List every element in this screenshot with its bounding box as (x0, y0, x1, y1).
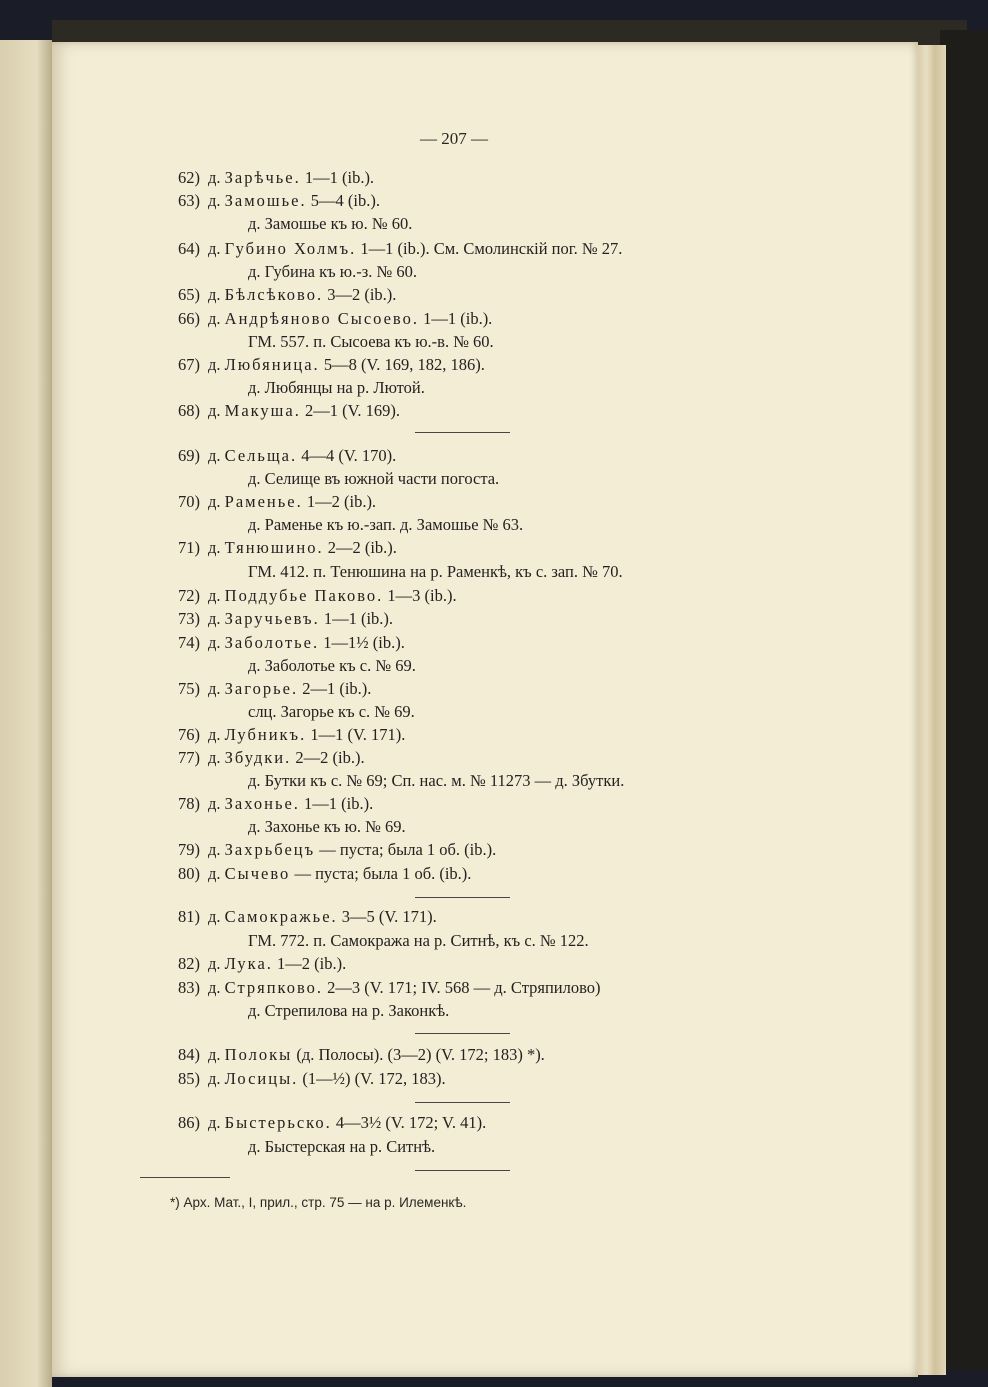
entry-number: 64) (178, 239, 200, 258)
entry-details: 4—4 (V. 170). (297, 446, 397, 465)
entry-row (150, 446, 396, 466)
entry-details: 1—3 (ib.). (383, 586, 457, 605)
entry-number: 80) (178, 864, 200, 883)
entry-row (150, 794, 373, 814)
entry-details: 2—1 (ib.). (298, 679, 372, 698)
entry-note (248, 378, 425, 398)
note-text: ГМ. 412. п. Тенюшина на р. Раменкѣ, къ с. зап. № 70. (248, 562, 623, 581)
section-divider (415, 432, 510, 433)
section-divider (415, 897, 510, 898)
village-name: Губино Холмъ. (224, 239, 357, 258)
entry-prefix: д. (208, 285, 221, 304)
village-name: Раменье. (224, 492, 303, 511)
village-name: Заболотье. (224, 633, 320, 652)
entry-number: 82) (178, 954, 200, 973)
entry-row (150, 309, 492, 329)
village-name: Макуша. (224, 401, 301, 420)
footnote-divider (140, 1177, 230, 1178)
entry-details: 3—2 (ib.). (323, 285, 397, 304)
note-text: д. Любянцы на р. Лютой. (248, 378, 425, 397)
entry-prefix: д. (208, 978, 221, 997)
entry-details: 1—2 (ib.). (272, 954, 347, 973)
entry-number: 73) (178, 609, 200, 628)
note-text: д. Губина къ ю.-з. № 60. (248, 262, 417, 281)
entry-details: 2—2 (ib.). (291, 748, 365, 767)
entry-number: 66) (178, 309, 200, 328)
entry-prefix: д. (208, 492, 221, 511)
entry-prefix: д. (208, 679, 221, 698)
entry-note (248, 702, 415, 722)
note-text: д. Замошье къ ю. № 60. (248, 214, 413, 233)
entry-row (150, 748, 365, 768)
entry-details: 1—1 (V. 171). (306, 725, 406, 744)
entry-number: 72) (178, 586, 200, 605)
entry-prefix: д. (208, 168, 221, 187)
entry-details: 1—1 (ib.). (299, 794, 374, 813)
section-divider (415, 1170, 510, 1171)
page-stack-edge (918, 45, 946, 1375)
village-name: Лубникъ. (224, 725, 307, 744)
entry-details: 1—1 (ib.). (319, 609, 394, 628)
entry-number: 74) (178, 633, 200, 652)
note-text: д. Быстерская на р. Ситнѣ. (248, 1137, 436, 1156)
village-name: Стряпково. (224, 978, 324, 997)
entry-note (248, 656, 416, 676)
entry-prefix: д. (208, 840, 221, 859)
village-name: Любяница. (224, 355, 320, 374)
village-name: Заручьевъ. (224, 609, 320, 628)
entry-prefix: д. (208, 309, 221, 328)
note-text: слц. Загорье къ с. № 69. (248, 702, 415, 721)
village-name: Сычево (224, 864, 291, 883)
entry-row (150, 191, 380, 211)
entry-prefix: д. (208, 907, 221, 926)
village-name: Андрѣяново Сысоево. (224, 309, 419, 328)
entry-prefix: д. (208, 725, 221, 744)
entry-details: (1—½) (V. 172, 183). (298, 1069, 446, 1088)
entry-details: 3—5 (V. 171). (337, 907, 437, 926)
entry-number: 70) (178, 492, 200, 511)
entry-details: (д. Полосы). (3—2) (V. 172; 183) *). (292, 1045, 545, 1064)
entry-row (150, 586, 457, 606)
entry-prefix: д. (208, 191, 221, 210)
village-name: Захонье. (224, 794, 300, 813)
village-name: Лосицы. (224, 1069, 299, 1088)
entry-row (150, 907, 437, 927)
left-page-edge (0, 40, 52, 1387)
entry-number: 83) (178, 978, 200, 997)
entry-row (150, 864, 471, 884)
entry-row (150, 168, 374, 188)
entry-note (248, 562, 623, 582)
entry-number: 68) (178, 401, 200, 420)
entry-number: 69) (178, 446, 200, 465)
entry-details: 2—1 (V. 169). (300, 401, 400, 420)
entry-details: 4—3½ (V. 172; V. 41). (331, 1113, 487, 1132)
entry-number: 63) (178, 191, 200, 210)
entry-number: 81) (178, 907, 200, 926)
village-name: Самокражье. (224, 907, 338, 926)
entry-details: — пуста; была 1 об. (ib.). (315, 840, 497, 859)
note-text: д. Заболотье къ с. № 69. (248, 656, 416, 675)
village-name: Захрьбецъ (224, 840, 316, 859)
entry-details: 1—1 (ib.). (418, 309, 493, 328)
entry-details: 1—1½ (ib.). (319, 633, 405, 652)
village-name: Сельща. (224, 446, 298, 465)
entry-number: 86) (178, 1113, 200, 1132)
entry-prefix: д. (208, 1069, 221, 1088)
entry-number: 85) (178, 1069, 200, 1088)
page-number: — 207 — (420, 129, 488, 148)
entry-details: 2—3 (V. 171; IV. 568 — д. Стряпилово) (323, 978, 601, 997)
entry-prefix: д. (208, 609, 221, 628)
village-name: Поддубье Паково. (224, 586, 384, 605)
note-text: д. Стрепилова на р. Законкѣ. (248, 1001, 450, 1020)
entry-details: 1—1 (ib.). См. Смолинскій пог. № 27. (356, 239, 623, 258)
village-name: Быстерьско. (224, 1113, 332, 1132)
entry-prefix: д. (208, 794, 221, 813)
entry-row (150, 954, 346, 974)
village-name: Тянюшино. (224, 538, 324, 557)
entry-row (150, 633, 405, 653)
village-name: Зарѣчье. (224, 168, 301, 187)
entry-row (150, 978, 601, 998)
entry-note (248, 1001, 449, 1021)
entry-prefix: д. (208, 1045, 221, 1064)
entry-row (150, 679, 371, 699)
entry-row (150, 492, 376, 512)
note-text: ГМ. 772. п. Самокража на р. Ситнѣ, къ с. № 122. (248, 931, 589, 950)
entry-note (248, 214, 412, 234)
entry-number: 79) (178, 840, 200, 859)
entry-prefix: д. (208, 586, 221, 605)
note-text: д. Захонье къ ю. № 69. (248, 817, 406, 836)
entry-row (150, 609, 393, 629)
note-text: д. Селище въ южной части погоста. (248, 469, 500, 488)
entry-prefix: д. (208, 446, 221, 465)
entry-note (248, 515, 523, 535)
village-name: Лука. (224, 954, 273, 973)
entry-note (248, 469, 499, 489)
entry-row (150, 538, 397, 558)
entry-row (150, 840, 496, 860)
entry-details: — пуста; была 1 об. (ib.). (290, 864, 472, 883)
entry-number: 76) (178, 725, 200, 744)
entry-note (248, 817, 406, 837)
entry-details: 2—2 (ib.). (323, 538, 397, 557)
section-divider (415, 1033, 510, 1034)
village-name: Бѣлсѣково. (224, 285, 324, 304)
entry-prefix: д. (208, 864, 221, 883)
entry-details: 1—1 (ib.). (300, 168, 375, 187)
entry-number: 71) (178, 538, 200, 557)
entry-note (248, 262, 417, 282)
entry-row (150, 401, 400, 421)
footnote: *) Арх. Мат., I, прил., стр. 75 — на р. Илеменкѣ. (170, 1195, 467, 1210)
entry-note (248, 332, 494, 352)
entry-number: 62) (178, 168, 200, 187)
entry-note (248, 1137, 435, 1157)
entry-number: 75) (178, 679, 200, 698)
entry-prefix: д. (208, 538, 221, 557)
note-text: ГМ. 557. п. Сысоева къ ю.-в. № 60. (248, 332, 494, 351)
entry-row (150, 1069, 446, 1089)
note-text: д. Раменье къ ю.-зап. д. Замошье № 63. (248, 515, 524, 534)
entry-row (150, 285, 396, 305)
entry-number: 84) (178, 1045, 200, 1064)
entry-prefix: д. (208, 748, 221, 767)
entry-details: 1—2 (ib.). (302, 492, 377, 511)
village-name: Збудки. (224, 748, 292, 767)
entry-prefix: д. (208, 1113, 221, 1132)
entry-details: 5—8 (V. 169, 182, 186). (319, 355, 485, 374)
entry-number: 65) (178, 285, 200, 304)
entry-note (248, 931, 589, 951)
entry-note (248, 771, 624, 791)
entry-prefix: д. (208, 239, 221, 258)
book-cover (940, 30, 988, 1370)
entry-row (150, 239, 622, 259)
entry-prefix: д. (208, 355, 221, 374)
village-name: Замошье. (224, 191, 307, 210)
entry-prefix: д. (208, 633, 221, 652)
entry-row (150, 1113, 486, 1133)
entry-number: 78) (178, 794, 200, 813)
entry-prefix: д. (208, 954, 221, 973)
entry-row (150, 1045, 545, 1065)
entry-details: 5—4 (ib.). (306, 191, 380, 210)
entry-row (150, 355, 485, 375)
note-text: д. Бутки къ с. № 69; Сп. нас. м. № 11273 — д. Збутки. (248, 771, 625, 790)
village-name: Загорье. (224, 679, 299, 698)
entry-row (150, 725, 405, 745)
section-divider (415, 1102, 510, 1103)
village-name: Полокы (224, 1045, 293, 1064)
entry-prefix: д. (208, 401, 221, 420)
entry-number: 77) (178, 748, 200, 767)
entry-number: 67) (178, 355, 200, 374)
